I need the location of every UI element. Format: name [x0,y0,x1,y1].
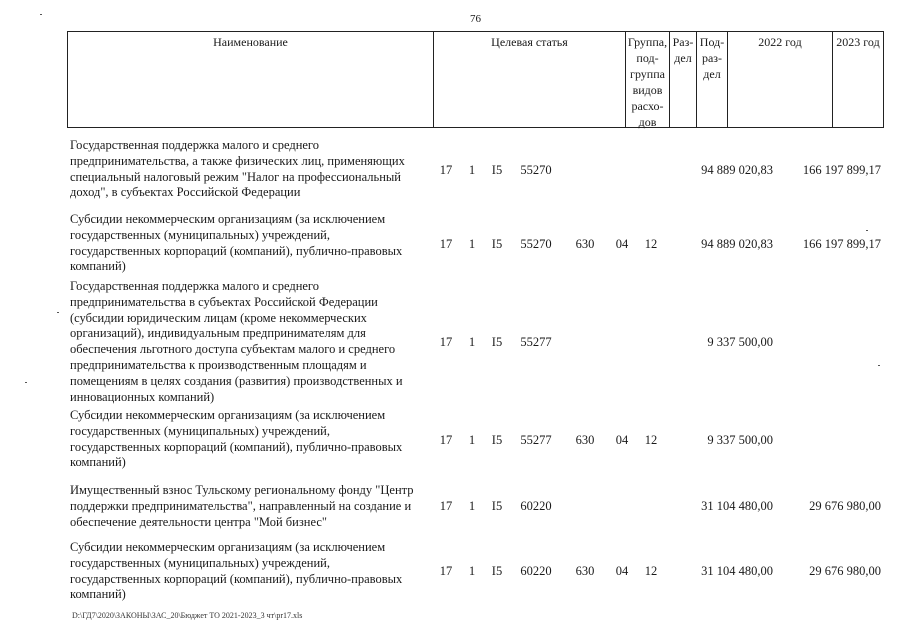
code-part-4: 55277 [520,433,552,447]
section: 04 [615,237,629,251]
amount-2023: 166 197 899,17 [802,237,881,251]
row-name: Государственная поддержка малого и среднего предпринимательства в субъектах Российской Федерации (субсидии юридическим лицам (кроме некоммерческих организаций), индивидуальным предпринимателям для обеспечения льготного доступа субъектам малого и среднего предпринимательства к производственным площадям и помещениям в целях создания (развития) производственных и инновационных компаний) [70,279,403,404]
code-part-1: 17 [439,335,453,349]
row-name: Имущественный взнос Тульскому региональному фонду "Центр поддержки предпринимательства", направленный на создание и обеспечение деятельности центра "Мой бизнес" [70,483,414,529]
scan-speck [878,365,880,366]
code-part-2: 1 [468,564,476,578]
code-part-1: 17 [439,433,453,447]
scan-speck [866,230,868,231]
code-part-3: I5 [491,335,503,349]
table-row [67,408,884,474]
amount-2022: 94 889 020,83 [701,237,773,251]
table-row [67,540,884,606]
header-year-2022: 2022 год [727,32,832,127]
section: 04 [615,433,629,447]
header-subsection: Под- раз- дел [696,32,727,127]
header-target-article: Целевая статья [433,32,625,127]
code-part-2: 1 [468,499,476,513]
subsection: 12 [644,564,658,578]
code-part-1: 17 [439,237,453,251]
header-section: Раз- дел [669,32,696,127]
code-part-1: 17 [439,499,453,513]
code-part-3: I5 [491,499,503,513]
code-part-2: 1 [468,163,476,177]
code-part-2: 1 [468,433,476,447]
header-expense-group: Группа, под- группа видов расхо- дов [625,32,669,127]
subsection: 12 [644,433,658,447]
table-row [67,483,884,533]
page-number: 76 [470,13,481,25]
header-year-2023: 2023 год [832,32,883,127]
code-part-4: 60220 [520,499,552,513]
code-part-4: 55270 [520,237,552,251]
amount-2023: 166 197 899,17 [802,163,881,177]
subsection: 12 [644,237,658,251]
table-header [67,31,884,128]
code-part-3: I5 [491,163,503,177]
row-name: Государственная поддержка малого и среднего предпринимательства, а также физических лиц, применяющих специальный налоговый режим "Налог на профессиональный доход", в субъектах Российской Федерации [70,138,405,200]
scan-speck [25,382,27,383]
code-part-3: I5 [491,433,503,447]
expense-group: 630 [575,237,595,251]
amount-2023: 29 676 980,00 [809,499,881,513]
table-row [67,279,884,407]
table-row [67,138,884,204]
header-name: Наименование [213,35,288,49]
code-part-3: I5 [491,564,503,578]
code-part-1: 17 [439,564,453,578]
code-part-2: 1 [468,335,476,349]
expense-group: 630 [575,564,595,578]
code-part-4: 55270 [520,163,552,177]
code-part-4: 55277 [520,335,552,349]
row-name: Субсидии некоммерческим организациям (за исключением государственных (муниципальных) учреждений, государственных корпораций (компаний), публично-правовых компаний) [70,408,403,470]
file-path-footer: D:\ГД7\2020\ЗАКОНЫ\ЗАС_20\Бюджет ТО 2021-2023_3 чт\pr17.xls [72,611,303,620]
code-part-3: I5 [491,237,503,251]
amount-2023: 29 676 980,00 [809,564,881,578]
row-name: Субсидии некоммерческим организациям (за исключением государственных (муниципальных) учреждений, государственных корпораций (компаний), публично-правовых компаний) [70,212,403,274]
code-part-4: 60220 [520,564,552,578]
scan-speck [57,312,59,313]
scan-speck [40,14,42,15]
amount-2022: 9 337 500,00 [707,335,773,349]
code-part-1: 17 [439,163,453,177]
table-row [67,212,884,278]
amount-2022: 94 889 020,83 [701,163,773,177]
amount-2022: 9 337 500,00 [707,433,773,447]
expense-group: 630 [575,433,595,447]
row-name: Субсидии некоммерческим организациям (за исключением государственных (муниципальных) учреждений, государственных корпораций (компаний), публично-правовых компаний) [70,540,403,602]
amount-2022: 31 104 480,00 [701,564,773,578]
code-part-2: 1 [468,237,476,251]
section: 04 [615,564,629,578]
amount-2022: 31 104 480,00 [701,499,773,513]
